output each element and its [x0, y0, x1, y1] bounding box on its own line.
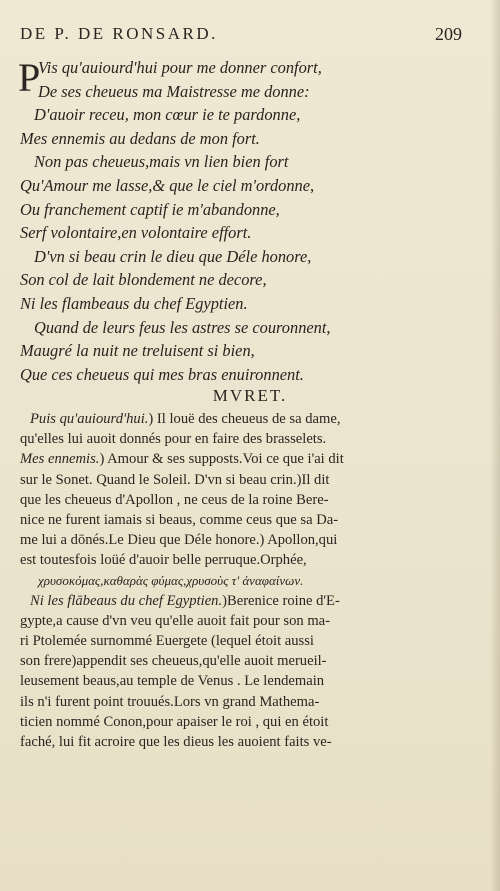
poem-line: Vis qu'auiourd'hui pour me donner confort, [38, 58, 322, 77]
commentary-line [20, 651, 482, 671]
page-header [0, 24, 500, 48]
commentary-text: que les cheueus d'Apollon , ne ceus de la roine Bere- [20, 491, 329, 508]
commentary-text: χρυσοκόμας,καθαρὰς φύμας,χρυσοὺς τ' ἀναφαίνων. [38, 572, 304, 588]
section-title: MVRET. [212, 386, 288, 405]
commentary-text: ) Amour & ses supposts.Voi ce que i'ai dit [99, 451, 344, 468]
commentary-line [20, 409, 482, 429]
poem-line: De ses cheueus ma Maistresse me donne: [38, 81, 310, 101]
sonnet [20, 56, 490, 386]
drop-cap: P [18, 55, 41, 100]
poem-line: D'vn si beau crin le dieu que Déle honore, [34, 246, 312, 266]
commentary-line [20, 550, 482, 570]
commentary-lemma: Puis qu'auiourd'hui. [30, 411, 149, 427]
commentary-text: qu'elles lui auoit donnés pour en faire des brasselets. [20, 431, 327, 448]
commentary-line [20, 611, 482, 631]
running-title: DE P. DE RONSARD. [20, 24, 218, 43]
commentary-line [20, 449, 482, 469]
poem-line: Ni les flambeaus du chef Egyptien. [20, 293, 248, 313]
commentary-line [20, 470, 482, 490]
gutter-shadow [490, 0, 500, 891]
commentary-text: ri Ptolemée surnommé Euergete (lequel étoit aussi [20, 633, 314, 650]
commentary-text: ils n'i furent point trouués.Lors vn grand Mathema- [20, 693, 320, 710]
commentary-line [20, 510, 482, 530]
poem-line: Mes ennemis au dedans de mon fort. [20, 128, 260, 148]
commentary-text: )Berenice roine d'E- [222, 592, 340, 609]
commentary-line [20, 692, 482, 712]
commentary [20, 409, 482, 752]
commentary-text: ticien nommé Conon,pour apaiser le roi , qui en étoit [20, 713, 329, 730]
poem-line: Son col de lait blondement ne decore, [20, 270, 267, 290]
commentary-text: est toutesfois loüé d'auoir belle perruque.Orphée, [20, 552, 307, 569]
poem-line: Qu'Amour me lasse,& que le ciel m'ordonne, [20, 175, 315, 195]
poem-line: Quand de leurs feus les astres se couronnent, [34, 317, 331, 337]
commentary-text: son frere)appendit ses cheueus,qu'elle auoit merueil- [20, 653, 327, 670]
commentary-line [20, 732, 482, 752]
greek-quotation [20, 571, 482, 591]
commentary-line [20, 591, 482, 611]
commentary-line [20, 429, 482, 449]
poem-line: D'auoir receu, mon cœur ie te pardonne, [34, 105, 301, 125]
commentary-text: faché, lui fit acroire que les dieus les auoient faits ve- [20, 734, 332, 750]
page-number: 209 [435, 24, 462, 44]
commentary-line [20, 712, 482, 732]
commentary-text: gypte,a cause d'vn veu qu'elle auoit fait pour son ma- [20, 612, 331, 629]
commentary-line [20, 631, 482, 651]
commentary-lemma: Ni les flābeaus du chef Egyptien. [30, 592, 223, 609]
commentary-lemma: Mes ennemis. [20, 451, 100, 468]
commentary-line [20, 490, 482, 510]
poem-line: Ou franchement captif ie m'abandonne, [20, 199, 280, 219]
commentary-text: me lui a dōnés.Le Dieu que Déle honore.) Apollon,qui [20, 532, 338, 549]
commentary-text: leusement beaus,au temple de Venus . Le lendemain [20, 673, 325, 690]
commentary-line [20, 530, 482, 550]
commentary-text: ) Il louë des cheueus de sa dame, [148, 411, 341, 427]
commentary-text: nice ne furent iamais si beaus, comme ceus que sa Da- [20, 511, 339, 528]
poem-line: Serf volontaire,en volontaire effort. [20, 223, 252, 243]
poem-line: Non pas cheueus,mais vn lien bien fort [34, 152, 289, 172]
poem-line: Maugré la nuit ne treluisent si bien, [20, 341, 255, 361]
commentary-text: sur le Sonet. Quand le Soleil. D'vn si beau crin.)Il dit [20, 471, 330, 488]
commentary-line [20, 671, 482, 691]
poem-line: Que ces cheueus qui mes bras enuironnent. [20, 364, 304, 384]
